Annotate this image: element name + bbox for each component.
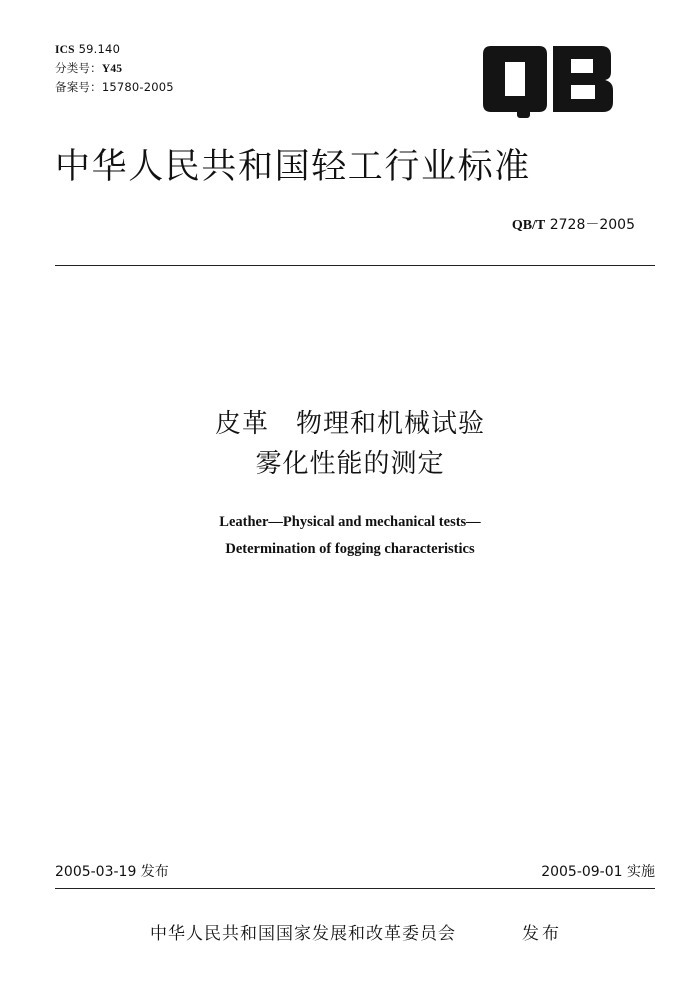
document-title-en-line2: Determination of fogging characteristics	[225, 541, 475, 557]
standard-body-title: 中华人民共和国轻工行业标准	[55, 147, 531, 187]
record-value: 15780-2005	[101, 80, 174, 94]
standard-number	[512, 216, 635, 235]
standard-number-prefix: QB/T	[511, 218, 546, 233]
standard-number-value: 2728－2005	[549, 217, 635, 233]
classification-value: Y45	[101, 63, 123, 75]
document-title-zh-line2: 雾化性能的测定	[255, 449, 445, 479]
issue-date: 2005-03-19 发布	[55, 864, 169, 880]
footer-divider	[55, 888, 655, 889]
publish-label: 发布	[522, 924, 562, 944]
document-title-en-line1: Leather—Physical and mechanical tests—	[219, 514, 481, 530]
document-title-zh-line1: 皮革 物理和机械试验	[214, 409, 485, 439]
record-number	[55, 78, 174, 96]
ics-label: ICS	[55, 44, 75, 56]
classification-label: 分类号：	[55, 61, 102, 75]
effective-date: 2005-09-01 实施	[541, 864, 655, 880]
record-label: 备案号：	[55, 80, 102, 94]
publisher-name: 中华人民共和国国家发展和改革委员会	[150, 924, 456, 944]
header-divider	[55, 265, 655, 266]
classification-number	[55, 59, 122, 78]
ics-code	[55, 40, 120, 59]
qb-logo	[483, 42, 615, 120]
ics-value: 59.140	[78, 42, 121, 56]
